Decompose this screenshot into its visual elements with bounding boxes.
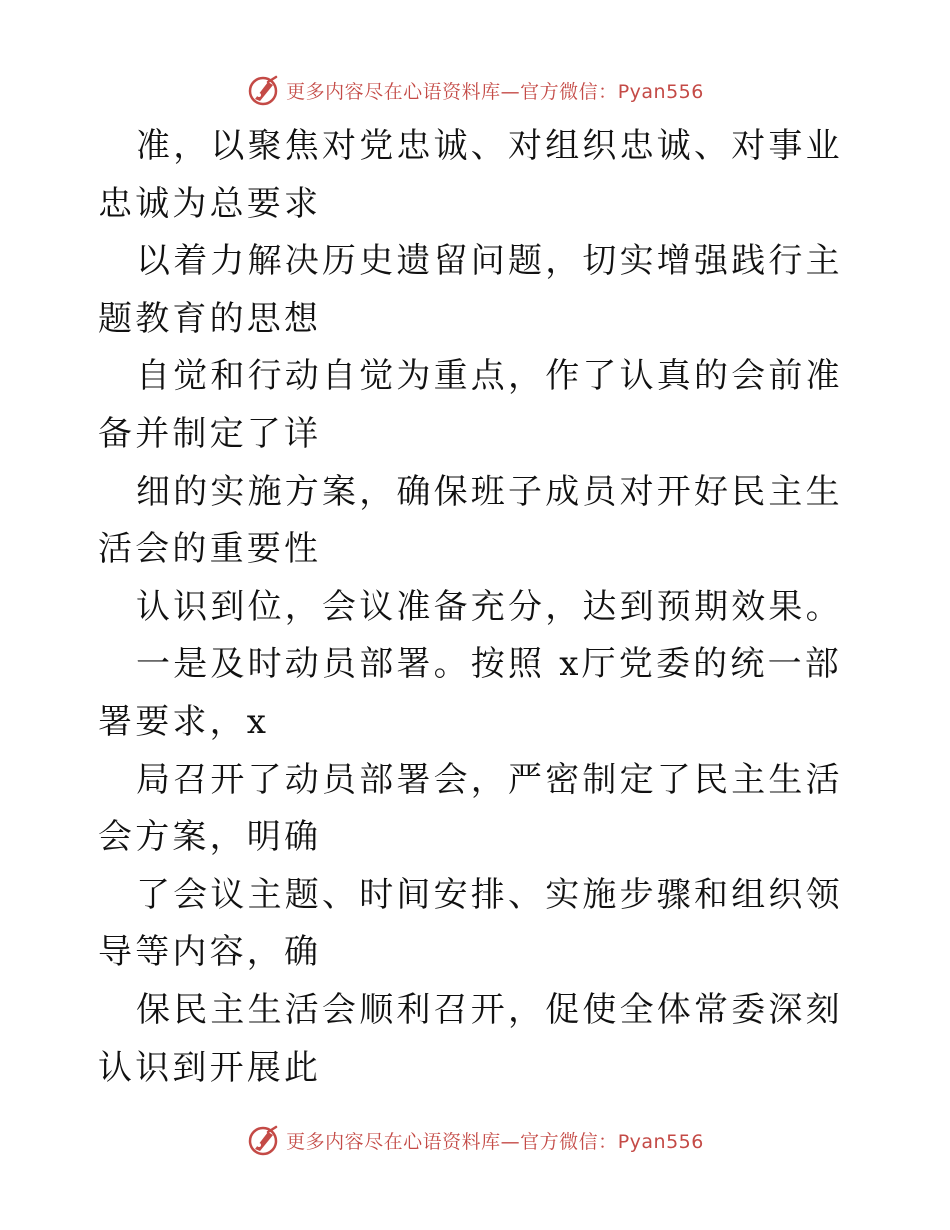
header-banner bbox=[0, 70, 950, 110]
banner-wechat-id: Pyan556 bbox=[617, 1130, 704, 1153]
banner-wechat-label: 官方微信： bbox=[520, 1130, 618, 1153]
banner-text bbox=[286, 77, 704, 104]
quill-pen-logo-icon bbox=[246, 73, 280, 107]
footer-banner bbox=[0, 1120, 950, 1160]
paragraph: 准，以聚焦对党忠诚、对组织忠诚、对事业忠诚为总要求 bbox=[98, 126, 843, 224]
banner-site: 更多内容尽在心语资料库 bbox=[286, 80, 501, 103]
paragraph: 保民主生活会顺利召开，促使全体常委深刻认识到开展此 bbox=[98, 989, 843, 1088]
paragraph: 一是及时动员部署。按照 x厅党委的统一部署要求，x bbox=[98, 644, 842, 742]
paragraph: 以着力解决历史遗留问题，切实增强践行主题教育的思想 bbox=[98, 241, 843, 339]
paragraph: 自觉和行动自觉为重点，作了认真的会前准备并制定了详 bbox=[98, 356, 843, 454]
quill-pen-logo-icon bbox=[246, 1123, 280, 1157]
banner-wechat-id: Pyan556 bbox=[617, 80, 704, 103]
document-body bbox=[98, 118, 858, 1097]
banner-text bbox=[286, 1127, 704, 1154]
banner-wechat-label: 官方微信： bbox=[520, 80, 618, 103]
paragraph: 细的实施方案，确保班子成员对开好民主生活会的重要性 bbox=[98, 471, 843, 570]
paragraph: 局召开了动员部署会，严密制定了民主生活会方案，明确 bbox=[98, 759, 843, 858]
paragraph: 了会议主题、时间安排、实施步骤和组织领导等内容，确 bbox=[98, 874, 843, 973]
banner-separator: — bbox=[500, 80, 521, 103]
banner-site: 更多内容尽在心语资料库 bbox=[286, 1130, 501, 1153]
paragraph: 认识到位，会议准备充分，达到预期效果。 bbox=[136, 586, 843, 627]
banner-separator: — bbox=[500, 1130, 521, 1153]
